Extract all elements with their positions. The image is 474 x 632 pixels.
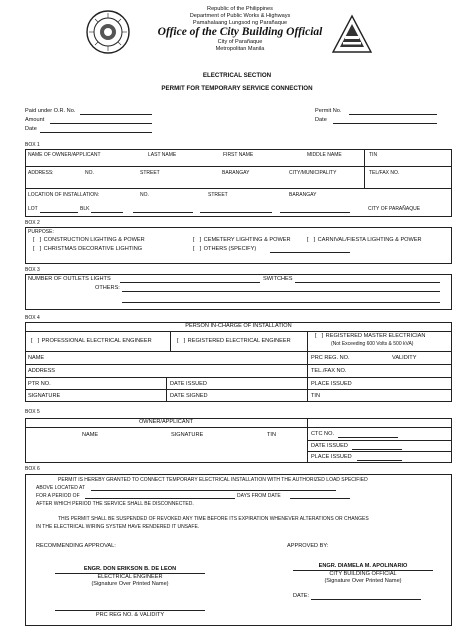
pic-date-issued-label: DATE ISSUED [170,381,207,387]
pic-address-label: ADDRESS [28,368,56,374]
blk-field[interactable] [91,212,123,213]
location-barangay-label: BARANGAY [289,192,317,198]
building-official-name: ENGR. DIAMELA M. APOLINARIO [318,563,408,569]
box5-label: BOX 5 [25,409,40,415]
others-field-2[interactable] [122,302,440,303]
address-label: ADDRESS: [28,170,54,176]
option-christmas[interactable]: [ ] CHRISTMAS DECORATIVE LIGHTING [32,246,143,252]
building-official-signature-note: (Signature Over Printed Name) [324,578,402,584]
suspend-text-2: IN THE ELECTRICAL WIRING SYSTEM HAVE RENDERED IT UNSAFE. [36,524,200,530]
pic-tin-label: TIN [311,393,321,399]
owner-name-col: NAME [82,432,99,438]
approved-label: APPROVED BY: [287,543,329,549]
approval-date-field[interactable] [311,599,421,600]
prc-field[interactable] [55,610,205,611]
permit-no-field[interactable] [349,114,437,115]
owner-name-label: NAME OF OWNER/APPLICANT [28,152,101,158]
pic-name-label: NAME [28,355,45,361]
option-construction[interactable]: [ ] CONSTRUCTION LIGHTING & POWER [32,237,145,243]
pic-signature-label: SIGNATURE [28,393,61,399]
days-from-date-field[interactable] [290,498,350,499]
department-text: Department of Public Works & Highways [189,13,291,19]
recommending-label: RECOMMENDING APPROVAL: [36,543,116,549]
location-no-field[interactable] [133,212,193,213]
middle-name-label: MIDDLE NAME [307,152,342,158]
date-right-label: Date [315,117,327,123]
approval-date-label: DATE: [293,593,310,599]
lot-field[interactable] [40,212,78,213]
city-municipality-label: CITY/MUNICIPALITY [289,170,337,176]
owner-place-issued-field[interactable] [357,460,402,461]
address-street-label: STREET [140,170,160,176]
pic-telfax-label: TEL./FAX NO. [311,368,347,374]
last-name-label: LAST NAME [148,152,177,158]
box6-label: BOX 6 [25,466,40,472]
switches-label: SWITCHES [263,276,293,282]
city-government-text: Pamahalaang Lungsod ng Parañaque [192,20,288,26]
box3-label: BOX 3 [25,267,40,273]
owner-signature-col: SIGNATURE [171,432,204,438]
outlets-field[interactable] [120,282,260,283]
owner-tin-col: TIN [267,432,277,438]
location-street-label: STREET [208,192,228,198]
pic-prc-label: PRC REG. NO. [311,355,350,361]
prc-validity-label: PRC REG NO. & VALIDITY [95,612,165,618]
city-text: City of Parañaque [217,39,263,45]
address-barangay-label: BARANGAY [222,170,250,176]
grant-text-1: PERMIT IS HEREBY GRANTED TO CONNECT TEMPORARY ELECTRICAL INSTALLATION WITH THE AUTHORIZED LOAD SPECIFIED [58,477,368,483]
owner-date-issued-label: DATE ISSUED [311,443,348,449]
engineer-name: ENGR. DON ERIKSON B. DE LEON [83,566,177,572]
ctc-field[interactable] [338,437,398,438]
owner-applicant-title: OWNER/APPLICANT [138,419,194,425]
pic-place-issued-label: PLACE ISSUED [311,381,352,387]
option-others[interactable]: [ ] OTHERS (SPECIFY) [192,246,257,252]
box1-label: BOX 1 [25,142,40,148]
grant-text-4: AFTER WHICH PERIOD THE SERVICE SHALL BE DISCONNECTED. [36,501,194,507]
engineer-signature-note: (Signature Over Printed Name) [91,581,169,587]
location-no-label: NO. [140,192,149,198]
amount-label: Amount [25,117,45,123]
pic-ptr-label: PTR NO. [28,381,51,387]
engineer-title: ELECTRICAL ENGINEER [97,574,163,580]
metro-text: Metropolitan Manila [215,46,265,52]
others-specify-field[interactable] [270,252,350,253]
pic-date-signed-label: DATE SIGNED [170,393,208,399]
first-name-label: FIRST NAME [223,152,254,158]
rme-note: (Not Exceeding 600 Volts & 500 kVA) [331,341,414,347]
location-street-field[interactable] [200,212,272,213]
city-paranaque-label: CITY OF PARAÑAQUE [368,206,421,212]
others-field[interactable] [122,291,440,292]
outlets-label: NUMBER OF OUTLETS LIGHTS [28,276,111,282]
permit-title: PERMIT FOR TEMPORARY SERVICE CONNECTION [161,85,313,92]
ctc-label: CTC NO. [311,431,334,437]
date-label: Date [25,126,37,132]
section-title: ELECTRICAL SECTION [202,72,272,79]
suspend-text-1: THIS PERMIT SHALL BE SUSPENDED OF REVOKED ANY TIME BEFORE ITS EXPIRATION WHENEVER ALTERATIONS OR CHANGES [58,516,369,522]
others-label: OTHERS: [95,285,120,291]
option-pee[interactable]: [ ] PROFESSIONAL ELECTRICAL ENGINEER [30,338,152,344]
building-official-title: CITY BUILDING OFFICIAL [329,571,397,577]
box4-label: BOX 4 [25,315,40,321]
option-rme[interactable]: [ ] REGISTERED MASTER ELECTRICIAN [314,333,426,339]
tel-fax-label: TEL/FAX NO. [369,170,400,176]
period-field[interactable] [85,498,235,499]
republic-text: Republic of the Philippines [207,6,273,12]
option-cemetery[interactable]: [ ] CEMETERY LIGHTING & POWER [192,237,291,243]
option-carnival[interactable]: [ ] CARNIVAL/FIESTA LIGHTING & POWER [306,237,422,243]
location-label: LOCATION OF INSTALLATION: [28,192,100,198]
pic-validity-label: VALIDITY [392,355,417,361]
tin-label: TIN [369,152,378,158]
location-at-field[interactable] [91,490,336,491]
grant-text-2: ABOVE LOCATED AT [36,485,85,491]
grant-text-3a: FOR A PERIOD OF [36,493,80,499]
city-seal [86,10,130,54]
address-no-label: NO. [85,170,94,176]
option-ree[interactable]: [ ] REGISTERED ELECTRICAL ENGINEER [176,338,291,344]
amount-field[interactable] [50,123,152,124]
box2-label: BOX 2 [25,220,40,226]
permit-no-label: Permit No. [315,108,342,114]
blk-label: BLK [80,206,90,212]
owner-date-issued-field[interactable] [352,449,402,450]
switches-field[interactable] [295,282,440,283]
location-barangay-field[interactable] [280,212,350,213]
paid-field[interactable] [80,114,152,115]
grant-text-3b: DAYS FROM DATE [237,493,281,499]
owner-place-issued-label: PLACE ISSUED [311,454,352,460]
lot-label: LOT [28,206,38,212]
date-right-field[interactable] [333,123,437,124]
paid-label: Paid under O.R. No. [25,108,76,114]
purpose-label: PURPOSE: [28,229,54,235]
office-title: Office of the City Building Official [157,26,323,38]
person-in-charge-title: PERSON IN-CHARGE OF INSTALLATION [185,323,292,329]
date-field[interactable] [40,132,152,133]
